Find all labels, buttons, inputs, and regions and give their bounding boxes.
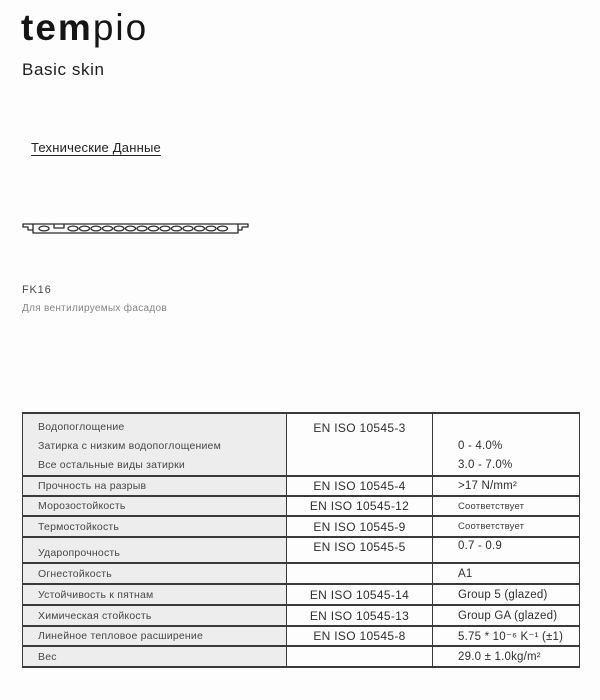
- property-cell: [23, 414, 287, 475]
- product-name: Basic skin: [22, 60, 105, 79]
- value-cell: Group GA (glazed): [458, 609, 558, 622]
- standard-cell: EN ISO 10545-8: [287, 627, 433, 645]
- standard-label: EN ISO 10545-3: [313, 421, 406, 435]
- value-cell: >17 N/mm²: [458, 480, 517, 492]
- table-row-tensile-strength: [23, 477, 579, 497]
- technical-data-table: [22, 412, 580, 668]
- value-cell: 0.7 - 0.9: [458, 540, 502, 552]
- value-label: [458, 418, 575, 437]
- value-cell: [433, 414, 579, 475]
- property-cell: Термостойкость: [23, 517, 287, 536]
- standard-cell: [287, 647, 433, 666]
- table-row-stain-resistance: [23, 585, 579, 606]
- value-label: 0 - 4.0%: [458, 440, 503, 452]
- standard-cell: [287, 414, 433, 475]
- property-label: Затирка с низким водопоглощением: [38, 440, 222, 452]
- brand-logo-light: pio: [92, 7, 149, 48]
- table-row-weight: [23, 647, 579, 668]
- table-row-fire-resistance: [23, 564, 579, 585]
- property-cell: Химическая стойкость: [23, 606, 287, 625]
- value-cell: Group 5 (glazed): [458, 588, 548, 601]
- property-label: Водопоглощение: [38, 421, 125, 433]
- value-cell: Соответствует: [458, 521, 525, 532]
- standard-cell: EN ISO 10545-12: [287, 497, 433, 515]
- property-cell: Морозостойкость: [23, 497, 287, 515]
- table-row-chemical-resistance: [23, 606, 579, 627]
- value-cell: 5.75 * 10⁻⁶ K⁻¹ (±1): [458, 631, 564, 643]
- table-row-thermal-expansion: [23, 627, 579, 647]
- property-label: Все остальные виды затирки: [38, 459, 185, 471]
- table-row-impact-resistance: [23, 538, 579, 564]
- property-cell: Ударопрочность: [23, 538, 287, 562]
- table-row-frost-resistance: [23, 497, 579, 517]
- property-cell: Устойчивость к пятнам: [23, 585, 287, 604]
- value-cell: 29.0 ± 1.0kg/m²: [458, 650, 541, 663]
- property-cell: Огнестойкость: [23, 564, 287, 583]
- value-label: 3.0 - 7.0%: [458, 459, 513, 471]
- standard-cell: EN ISO 10545-14: [287, 585, 433, 604]
- table-row-thermal-resistance: [23, 517, 579, 538]
- property-cell: Вес: [23, 647, 287, 666]
- brand-logo: [21, 8, 148, 49]
- profile-subtitle: Для вентилируемых фасадов: [22, 303, 167, 314]
- panel-cross-section-drawing: [20, 217, 252, 241]
- section-heading: Технические Данные: [31, 140, 161, 155]
- standard-cell: EN ISO 10545-9: [287, 517, 433, 536]
- standard-cell: EN ISO 10545-13: [287, 606, 433, 625]
- profile-code: FK16: [22, 284, 52, 296]
- value-cell: A1: [458, 568, 473, 580]
- standard-cell: EN ISO 10545-5: [287, 538, 433, 562]
- standard-cell: [287, 564, 433, 583]
- table-row-water-absorption: [23, 414, 579, 477]
- standard-cell: EN ISO 10545-4: [287, 477, 433, 495]
- panel-profile-icon: [20, 217, 252, 241]
- property-cell: Линейное тепловое расширение: [23, 627, 287, 645]
- property-cell: Прочность на разрыв: [23, 477, 287, 495]
- brand-logo-bold: tem: [21, 7, 93, 48]
- value-cell: Соответствует: [458, 500, 525, 512]
